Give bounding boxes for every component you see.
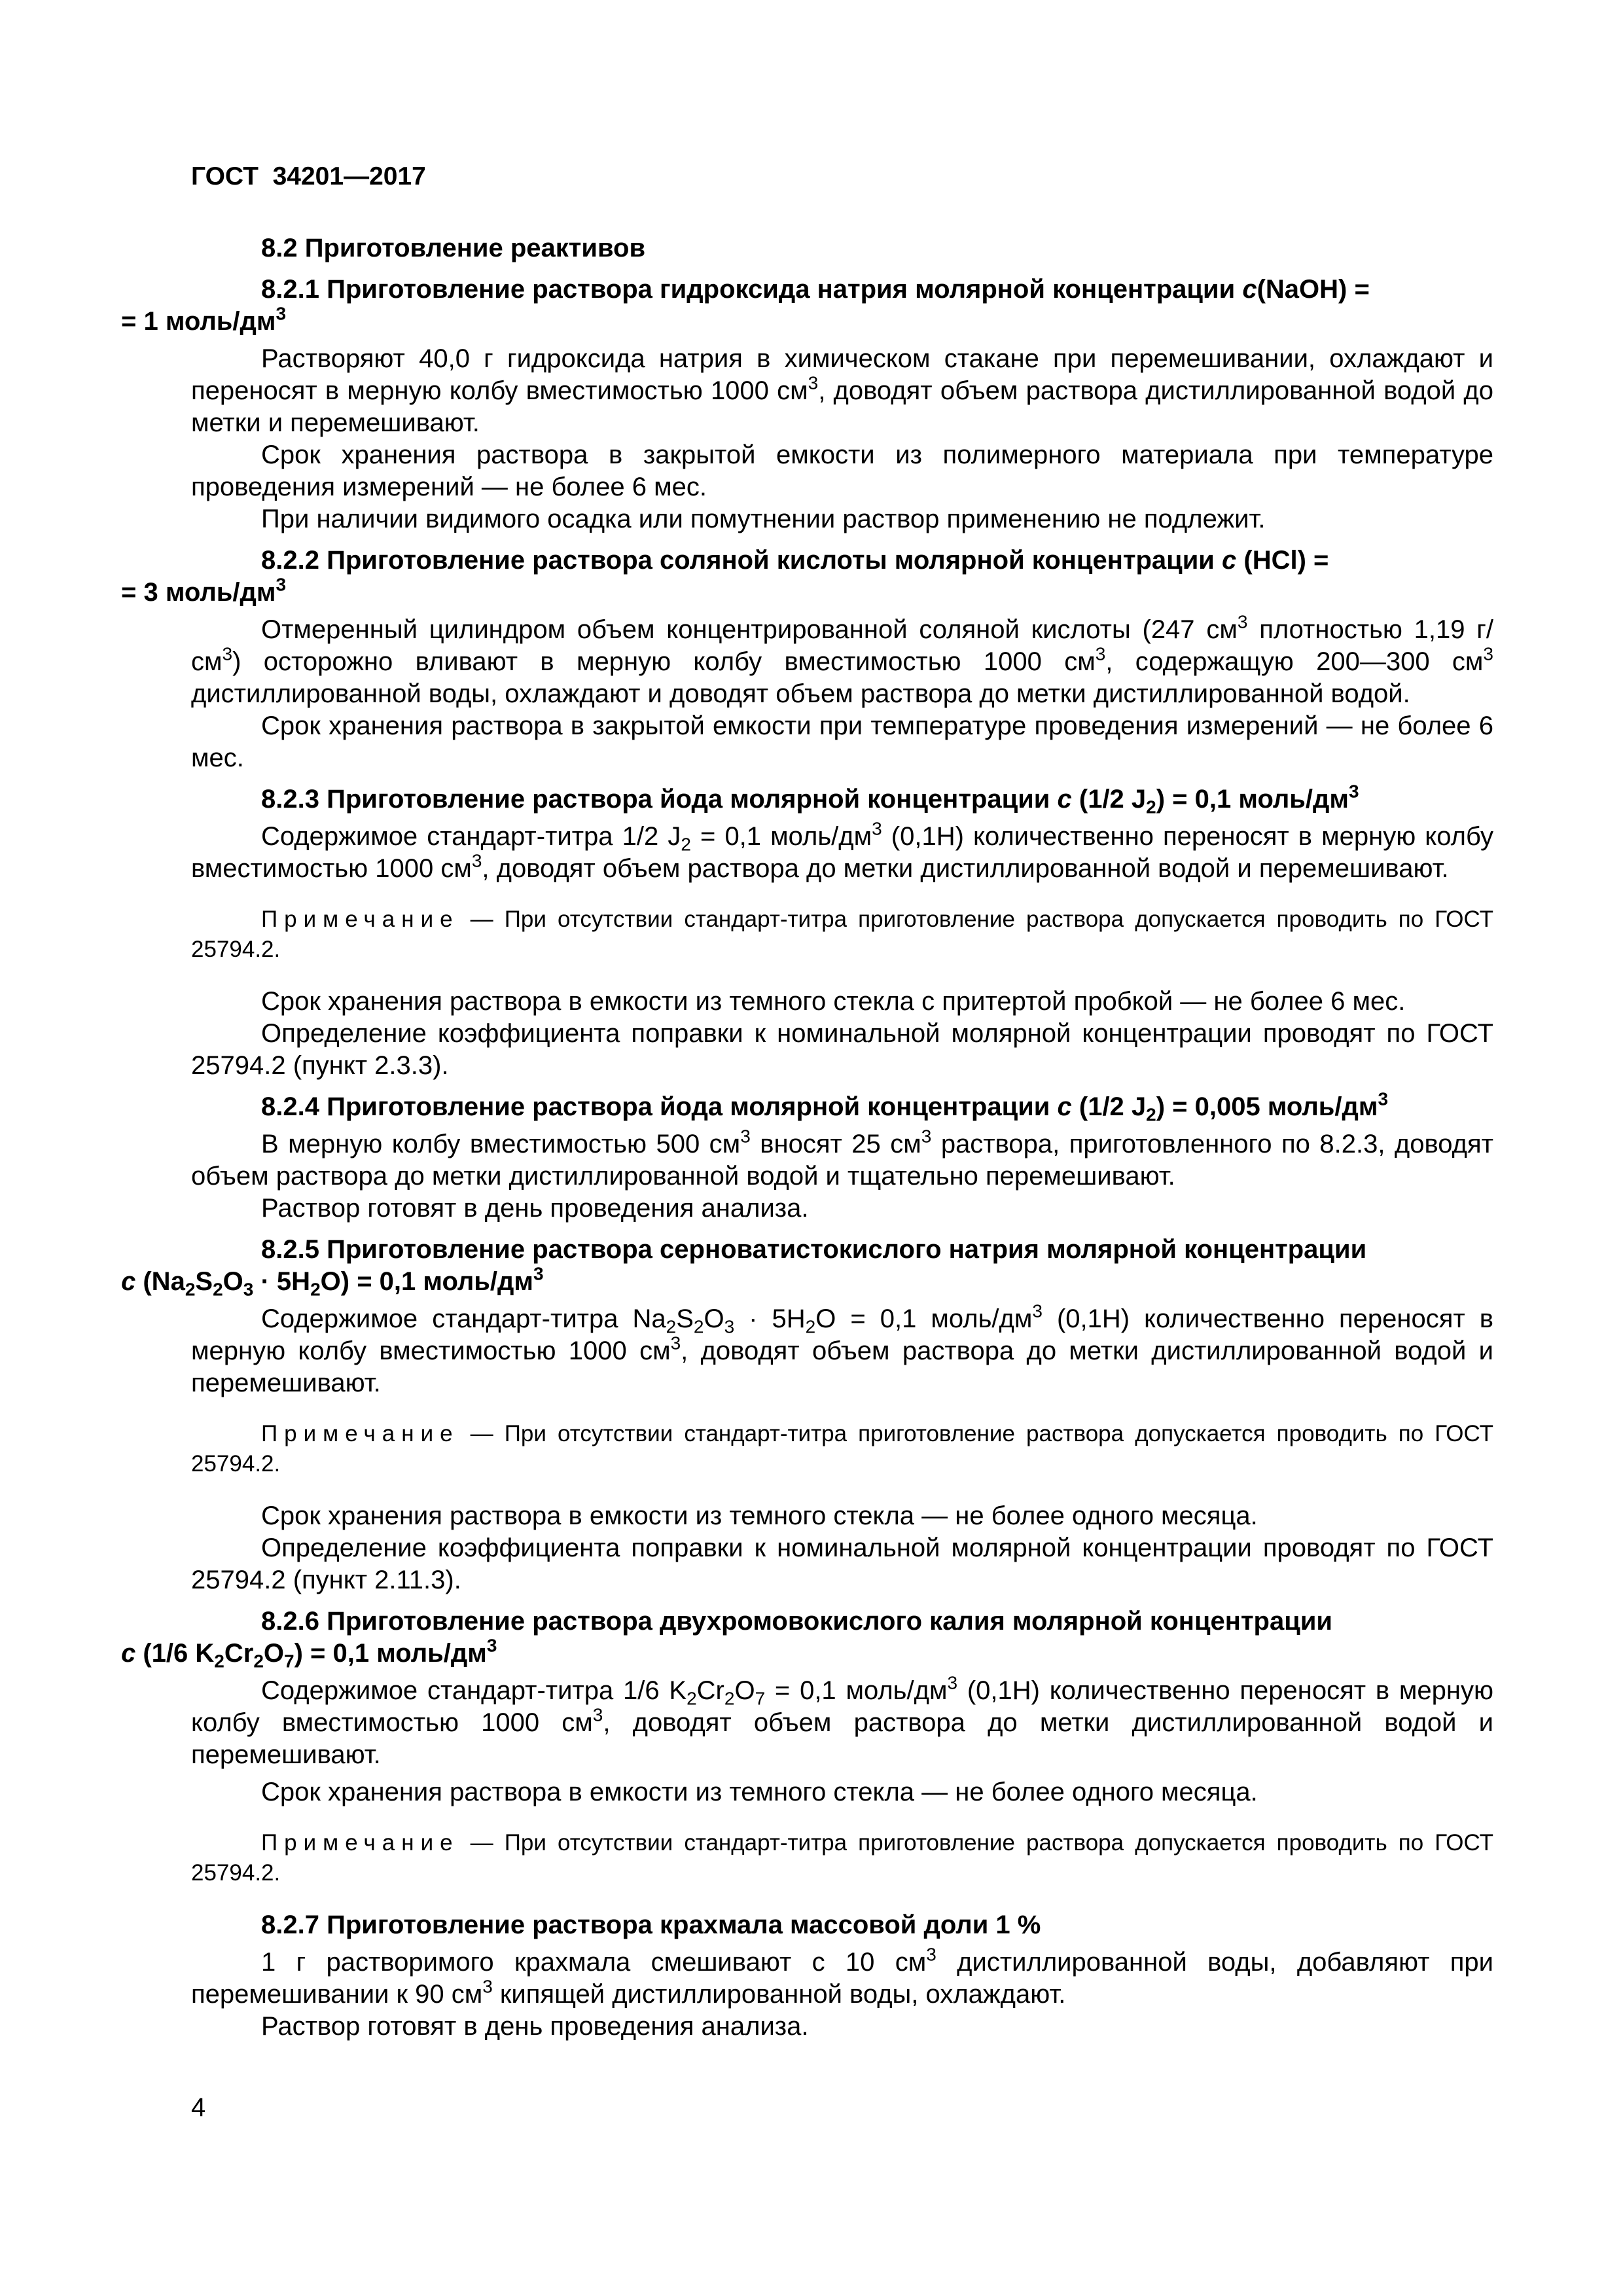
- page-content: [121, 232, 1494, 2043]
- paragraph: Срок хранения раствора в емкости из темного стекла с притертой пробкой — не более 6 мес.: [261, 987, 1406, 1016]
- section-8-2-2: [121, 545, 1493, 774]
- paragraph: Содержимое стандарт-титра 1/2 $J_2 = 0,1$ моль/$дм^3$ (0,1Н) количественно переносят в мерную колбу вместимостью 1000 $см^3$, доводят объем раствора до метки дистиллированной водой и перемешивают.: [191, 818, 1493, 883]
- note: Примечание — При отсутствии стандарт-титра приготовление раствора допускается проводить по ГОСТ 25794.2.: [191, 1421, 1493, 1477]
- section-8-2-1: [121, 274, 1493, 535]
- paragraph: Срок хранения раствора в закрытой емкости из полимерного материала при температуре проведения измерений — не более 6 мес.: [191, 440, 1493, 501]
- paragraph: Срок хранения раствора в емкости из темного стекла — не более одного месяца.: [261, 1778, 1258, 1806]
- section-8-2-6: [121, 1605, 1493, 1888]
- page-number: 4: [191, 2093, 206, 2122]
- paragraph: Срок хранения раствора в емкости из темного стекла — не более одного месяца.: [261, 1501, 1258, 1530]
- standard-code: ГОСТ 34201—2017: [191, 162, 426, 190]
- paragraph: Растворяют 40,0 г гидроксида натрия в химическом стакане при перемешивании, охлаждают и переносят в мерную колбу вместимостью 1000 $см^3$, доводят объем раствора дистиллированной водой до метки и перемешивают.: [191, 344, 1493, 437]
- section-8-2-title: 8.2 Приготовление реактивов: [261, 234, 646, 262]
- paragraph: В мерную колбу вместимостью 500 $см^3$ вносят 25 $см^3$ раствора, приготовленного по 8.2.3, доводят объем раствора до метки дистиллированной водой и тщательно перемешивают.: [191, 1126, 1493, 1191]
- paragraph: Срок хранения раствора в закрытой емкости при температуре проведения измерений — не более 6 мес.: [191, 711, 1493, 772]
- paragraph: Содержимое стандарт-титра 1/6 $K_2Cr_2O_7 = 0,1$ моль/$дм^3$ (0,1Н) количественно переносят в мерную колбу вместимостью 1000 $см^3$, доводят объем раствора до метки дистиллированной водой и перемешивают.: [191, 1672, 1493, 1769]
- paragraph: Раствор готовят в день проведения анализа.: [261, 2012, 809, 2041]
- paragraph: Отмеренный цилиндром объем концентрированной соляной кислоты (247 $см^3$ плотностью 1,19 $г/см^3$) осторожно вливают в мерную колбу вместимостью 1000 $см^3$, содержащую 200—300 $см^3$ дистиллированной воды, охлаждают и доводят объем раствора до метки дистиллированной водой.: [191, 611, 1493, 708]
- section-8-2-3-heading: 8.2.3 Приготовление раствора йода молярной концентрации c (1/2 $J_2) = 0,1$ моль/$дм^3$: [261, 781, 1359, 817]
- section-8-2-3: [191, 783, 1493, 1082]
- section-8-2-5-heading: 8.2.5 Приготовление раствора серноватистокислого натрия молярной концентрации c $(Na_2S_2O_3 \cdot 5H_2O) = 0,1$ моль/$дм^3$: [121, 1235, 1367, 1300]
- note-label: Примечание: [261, 906, 459, 932]
- paragraph: При наличии видимого осадка или помутнении раствор применению не подлежит.: [261, 505, 1266, 533]
- section-8-2-6-heading: 8.2.6 Приготовление раствора двухромовокислого калия молярной концентрации c (1/6 $K_2Cr_2O_7) = 0,1$ моль/$дм^3$: [121, 1607, 1332, 1672]
- paragraph: Определение коэффициента поправки к номинальной молярной концентрации проводят по ГОСТ 25794.2 (пункт 2.11.3).: [191, 1534, 1493, 1594]
- section-8-2-5: [121, 1234, 1494, 1596]
- paragraph: Содержимое стандарт-титра $Na_2S_2O_3 \cdot 5H_2O = 0,1$ моль/$дм^3$ (0,1Н) количественно переносят в мерную колбу вместимостью 1000 $см^3$, доводят объем раствора до метки дистиллированной водой и перемешивают.: [191, 1300, 1494, 1397]
- note: Примечание — При отсутствии стандарт-титра приготовление раствора допускается проводить по ГОСТ 25794.2.: [191, 906, 1493, 962]
- paragraph: Раствор готовят в день проведения анализа.: [261, 1194, 809, 1223]
- note-label: Примечание: [261, 1421, 459, 1446]
- section-8-2-1-heading: 8.2.1 Приготовление раствора гидроксида натрия молярной концентрации c(NaOH) = = 1 моль/$дм^3$: [121, 275, 1370, 336]
- paragraph: 1 г растворимого крахмала смешивают с 10 $см^3$ дистиллированной воды, добавляют при перемешивании к 90 $см^3$ кипящей дистиллированной воды, охлаждают.: [191, 1944, 1493, 2009]
- section-8-2-7-heading: 8.2.7 Приготовление раствора крахмала массовой доли 1 %: [261, 1910, 1041, 1939]
- section-8-2-7: [191, 1909, 1493, 2043]
- paragraph: Определение коэффициента поправки к номинальной молярной концентрации проводят по ГОСТ 25794.2 (пункт 2.3.3).: [191, 1019, 1493, 1080]
- note: Примечание — При отсутствии стандарт-титра приготовление раствора допускается проводить по ГОСТ 25794.2.: [191, 1830, 1493, 1886]
- section-8-2-4-heading: 8.2.4 Приготовление раствора йода молярной концентрации c (1/2 $J_2) = 0,005$ моль/$дм^3$: [261, 1088, 1389, 1125]
- section-8-2-2-heading: 8.2.2 Приготовление раствора соляной кислоты молярной концентрации c (HCl) = = 3 моль/$дм^3$: [121, 546, 1329, 607]
- section-8-2-4: [191, 1088, 1493, 1225]
- note-label: Примечание: [261, 1830, 459, 1856]
